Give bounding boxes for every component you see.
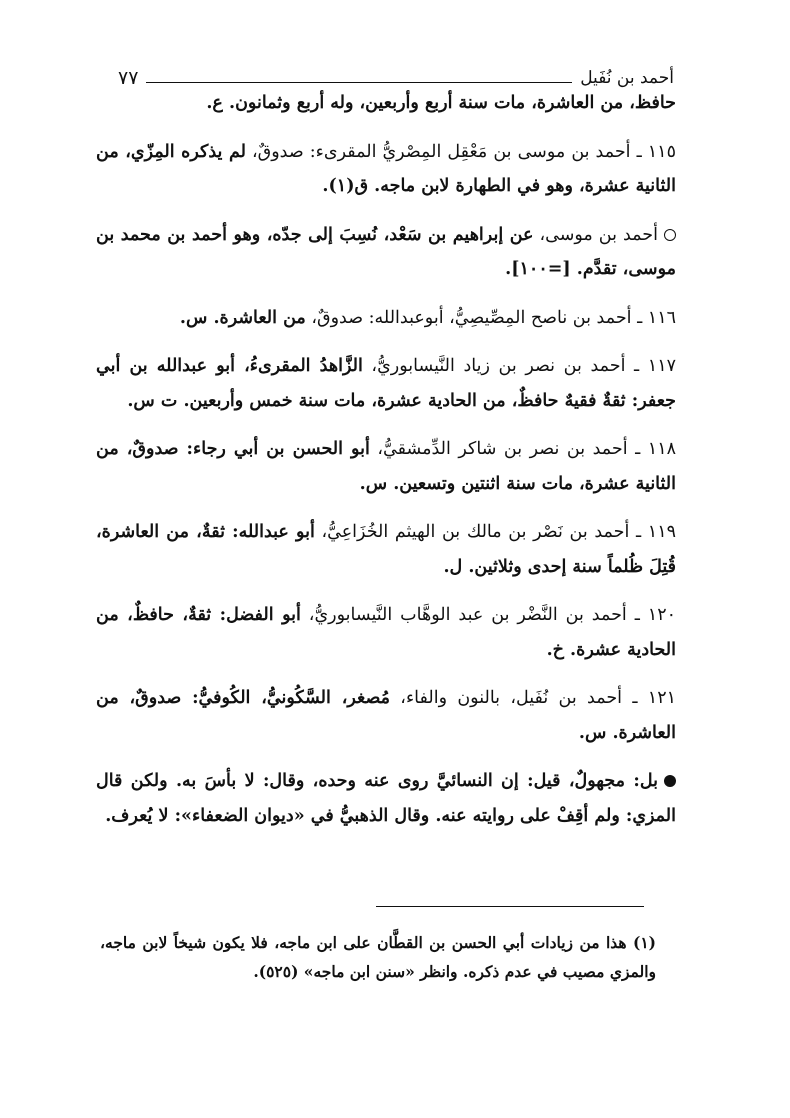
entry-bold-text: أبو الفضل: ثقةٌ، حافظٌ، من الحادية عشرة. خ. (96, 605, 676, 660)
entry-119 (96, 515, 676, 584)
entry-bold-text: عن إبراهيم بن سَعْد، نُسِبَ إلى جدّه، وهو أحمد بن محمد بن موسى، تقدَّم. [=١٠٠]. (96, 224, 676, 279)
page-number: ٧٧ (118, 67, 139, 89)
entry-117 (96, 349, 676, 418)
entry-text: أحمد بن موسى، (533, 224, 658, 245)
entry-120 (96, 598, 676, 667)
entry-text: ١٢١ ـ أحمد بن نُفَيل، بالنون والفاء، (390, 688, 676, 708)
entry-text: ١١٧ ـ أحمد بن نصر بن زياد النَّيسابوريُّ، (362, 356, 676, 376)
page-body (96, 86, 676, 847)
entry-121 (96, 681, 676, 750)
header-rule (146, 82, 572, 83)
running-header (118, 62, 674, 88)
entry-text: ١١٦ ـ أحمد بن ناصح المِصِّيصِيُّ، أبوعبدالله: صدوقٌ، (305, 307, 676, 328)
footnote: (١) هذا من زيادات أبي الحسن بن القطَّان على ابن ماجه، فلا يكون شيخاً لابن ماجه، والمزي مصيب في عدم ذكره. وانظر «سنن ابن ماجه» (٥٢٥). (100, 933, 656, 981)
footnote-separator (376, 906, 644, 907)
entry-116 (96, 301, 676, 336)
entry-cross-reference (96, 218, 676, 287)
open-circle-icon (664, 229, 676, 241)
entry-text: ١١٥ ـ أحمد بن موسى بن مَعْقِل المِصْريُّ المقرىء: صدوقٌ، (245, 141, 676, 162)
entry-bold-text: بل: مجهولٌ، قيل: إن النسائيَّ روى عنه وحده، وقال: لا بأسَ به. ولكن قال المزي: ولم أقِفْ على روايته عنه. وقال الذهبيُّ في «ديوان الضعفاء»: لا يُعرف. (96, 771, 676, 826)
entry-text: ١١٨ ـ أحمد بن نصر بن شاكر الدِّمشقيُّ، (369, 439, 676, 459)
entry-continuation (96, 86, 676, 121)
entry-text: ١٢٠ ـ أحمد بن النَّضْر بن عبد الوهَّاب النَّيسابوريُّ، (300, 605, 676, 625)
entry-bold-text: أبو عبدالله: ثقةٌ، من العاشرة، قُتِلَ ظُلماً سنة إحدى وثلاثين. ل. (96, 522, 676, 577)
filled-circle-icon (664, 775, 676, 787)
entry-bold-text: أبو الحسن بن أبي رجاء: صدوقٌ، من الثانية عشرة، مات سنة اثنتين وتسعين. س. (96, 439, 676, 494)
entry-bold-text: الزَّاهدُ المقرىءُ، أبو عبدالله بن أبي جعفر: ثقةٌ فقيهٌ حافظٌ، من الحادية عشرة، مات سنة خمس وأربعين. ت س. (96, 356, 676, 411)
entry-115 (96, 135, 676, 204)
entry-bold-text: مُصغر، السَّكُونيُّ، الكُوفيُّ: صدوقٌ، من العاشرة. س. (96, 688, 676, 743)
entry-bold-text: حافظ، من العاشرة، مات سنة أربع وأربعين، وله أربع وثمانون. ع. (206, 93, 676, 113)
entry-118 (96, 432, 676, 501)
running-title: أحمد بن نُفَيل (580, 68, 674, 88)
entry-bold-text: من العاشرة. س. (179, 307, 306, 328)
entry-text: ١١٩ ـ أحمد بن نَصْر بن مالك بن الهيثم الخُزَاعِيُّ، (314, 522, 676, 542)
entry-bold-text: لم يذكره المِزّي، من الثانية عشرة، وهو في الطهارة لابن ماجه. ق(١). (96, 141, 676, 196)
entry-editor-note (96, 764, 676, 833)
